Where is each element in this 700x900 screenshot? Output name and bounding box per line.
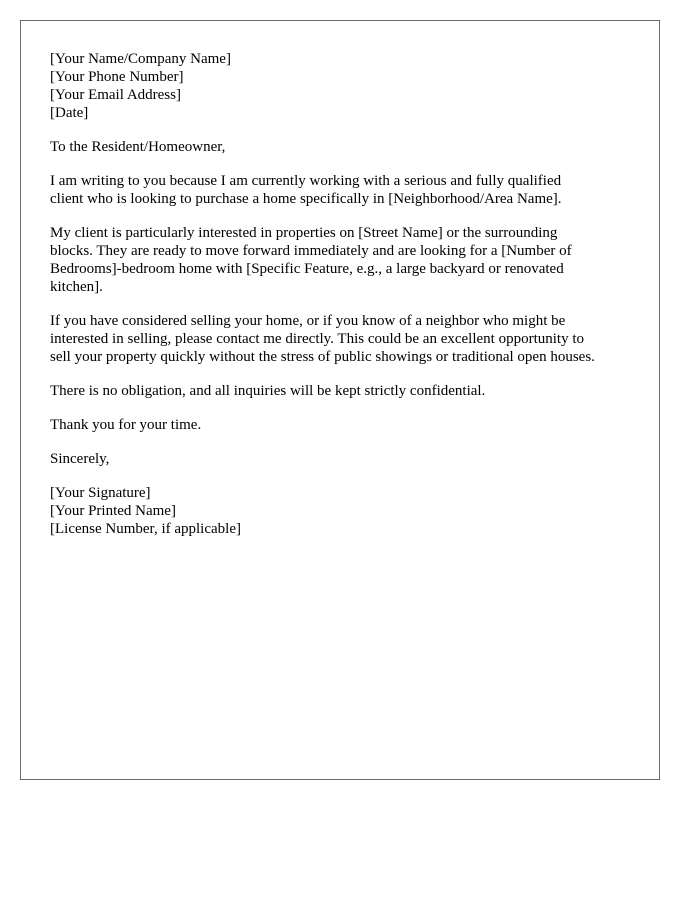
license-number: [License Number, if applicable] — [50, 521, 241, 537]
printed-name: [Your Printed Name] — [50, 503, 176, 519]
sender-phone: [Your Phone Number] — [50, 69, 184, 85]
signature-block — [50, 484, 635, 538]
paragraph-confidential — [50, 382, 635, 400]
paragraph-line: interested in selling, please contact me directly. This could be an excellent opportunity to — [50, 331, 585, 347]
sender-email: [Your Email Address] — [50, 87, 181, 103]
paragraph-line: kitchen]. — [50, 279, 103, 295]
salutation — [50, 138, 635, 156]
paragraph-line: There is no obligation, and all inquiries will be kept strictly confidential. — [50, 383, 486, 399]
paragraph-thanks — [50, 416, 635, 434]
letter-page — [20, 20, 660, 780]
paragraph-line: My client is particularly interested in properties on [Street Name] or the surrounding — [50, 225, 558, 241]
paragraph-intro — [50, 172, 635, 208]
signature-line: [Your Signature] — [50, 485, 151, 501]
closing — [50, 450, 635, 468]
paragraph-line: If you have considered selling your home, or if you know of a neighbor who might be — [50, 313, 566, 329]
paragraph-interest — [50, 224, 635, 296]
paragraph-line: sell your property quickly without the stress of public showings or traditional open houses. — [50, 349, 595, 365]
paragraph-line: I am writing to you because I am currently working with a serious and fully qualified — [50, 173, 562, 189]
paragraph-line: Bedrooms]-bedroom home with [Specific Feature, e.g., a large backyard or renovated — [50, 261, 564, 277]
letter-date: [Date] — [50, 105, 89, 121]
sender-block — [50, 50, 635, 122]
paragraph-line: Thank you for your time. — [50, 417, 202, 433]
letter-body — [50, 50, 635, 554]
salutation-text: To the Resident/Homeowner, — [50, 139, 226, 155]
closing-text: Sincerely, — [50, 451, 110, 467]
paragraph-line: client who is looking to purchase a home specifically in [Neighborhood/Area Name]. — [50, 191, 562, 207]
sender-name: [Your Name/Company Name] — [50, 51, 231, 67]
paragraph-line: blocks. They are ready to move forward immediately and are looking for a [Number of — [50, 243, 572, 259]
paragraph-offer — [50, 312, 635, 366]
